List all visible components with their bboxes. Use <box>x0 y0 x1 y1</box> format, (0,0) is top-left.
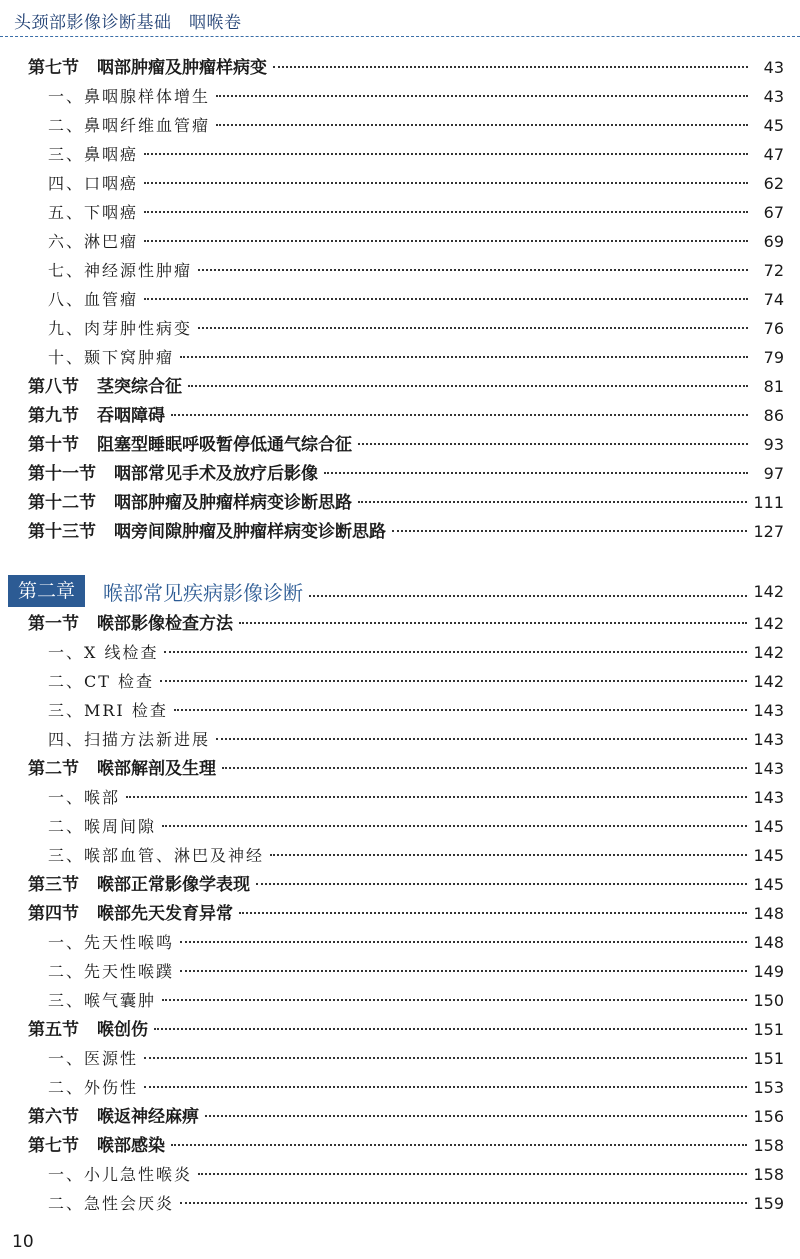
toc-entry-page: 79 <box>763 348 784 367</box>
toc-subsection-entry <box>48 82 784 111</box>
toc-entry-page: 43 <box>763 87 784 106</box>
toc-entry-page: 47 <box>763 145 784 164</box>
toc-subsection-entry <box>48 198 784 227</box>
toc-entry-title: 二、喉周间隙 <box>48 817 157 836</box>
toc-entry-label <box>48 140 138 169</box>
toc-entry-page: 151 <box>753 1049 784 1068</box>
toc-entry-page: 111 <box>753 493 784 512</box>
toc-subsection-entry <box>48 1044 784 1073</box>
toc-entry-page: 74 <box>763 290 784 309</box>
leader-dots <box>309 594 747 597</box>
leader-dots <box>222 766 747 769</box>
leader-dots <box>162 824 747 827</box>
leader-dots <box>154 1027 747 1030</box>
toc-subsection-entry <box>48 812 784 841</box>
chapter-title: 喉部常见疾病影像诊断 <box>103 580 304 605</box>
toc-entry-title: 八、血管瘤 <box>48 290 139 309</box>
leader-dots <box>273 65 748 68</box>
section-number: 第十节 <box>28 435 79 455</box>
toc-entry-title: 阻塞型睡眠呼吸暂停低通气综合征 <box>97 435 352 455</box>
toc-subsection-entry <box>48 111 784 140</box>
toc-entry-title: 二、急性会厌炎 <box>48 1194 175 1213</box>
leader-dots <box>162 998 747 1001</box>
section-number: 第四节 <box>28 904 79 924</box>
toc-entry-label <box>28 755 216 784</box>
toc-section-entry <box>28 401 784 430</box>
toc-subsection-entry <box>48 841 784 870</box>
toc-entry-page: 86 <box>763 406 784 425</box>
toc-entry-label <box>48 314 192 343</box>
toc-entry-label <box>28 373 182 402</box>
running-header <box>0 0 800 38</box>
toc-subsection-entry <box>48 140 784 169</box>
toc-entry-title: 四、口咽癌 <box>48 174 139 193</box>
toc-subsection-entry <box>48 256 784 285</box>
toc-entry-page: 76 <box>763 319 784 338</box>
toc-entry-page: 143 <box>753 730 784 749</box>
toc-entry-page: 62 <box>763 174 784 193</box>
leader-dots <box>180 969 747 972</box>
toc-subsection-entry <box>48 696 784 725</box>
toc-entry-title: 六、淋巴瘤 <box>48 232 139 251</box>
toc-entry-title: 二、外伤性 <box>48 1078 139 1097</box>
toc-section-entry <box>28 53 784 82</box>
toc-entry-label <box>48 667 154 696</box>
toc-entry-title: 七、神经源性肿瘤 <box>48 261 193 280</box>
toc-entry-label <box>48 82 210 111</box>
toc-subsection-entry <box>48 227 784 256</box>
toc-entry-title: 三、鼻咽癌 <box>48 145 139 164</box>
toc-entry-page: 69 <box>763 232 784 251</box>
toc-entry-page: 142 <box>753 643 784 662</box>
toc-entry-label <box>48 343 174 372</box>
leader-dots <box>126 795 747 798</box>
page-number: 10 <box>12 1232 34 1252</box>
section-number: 第五节 <box>28 1020 79 1040</box>
section-number: 第十一节 <box>28 464 96 484</box>
section-number: 第七节 <box>28 58 79 78</box>
toc-entry-label <box>28 460 318 489</box>
toc-entry-label <box>48 169 138 198</box>
toc-entry-page: 158 <box>753 1165 784 1184</box>
toc-entry-title: 二、先天性喉蹼 <box>48 962 175 981</box>
toc-entry-page: 145 <box>753 875 784 894</box>
toc-entry-page: 156 <box>753 1107 784 1126</box>
toc-entry-label <box>48 783 120 812</box>
toc-entry-title: 一、小儿急性喉炎 <box>48 1165 193 1184</box>
leader-dots <box>198 1172 747 1175</box>
toc-section-entry <box>28 899 784 928</box>
toc-subsection-entry <box>48 343 784 372</box>
leader-dots <box>270 853 747 856</box>
leader-dots <box>144 152 748 155</box>
leader-dots <box>239 911 747 914</box>
leader-dots <box>160 679 747 682</box>
toc-entry-label <box>48 957 174 986</box>
leader-dots <box>358 500 747 503</box>
leader-dots <box>256 882 747 885</box>
toc-entry-page: 142 <box>753 614 784 633</box>
toc-entry-title: 五、下咽癌 <box>48 203 139 222</box>
leader-dots <box>392 529 747 532</box>
toc-entry-page: 72 <box>763 261 784 280</box>
toc-subsection-entry <box>48 928 784 957</box>
toc-entry-page: 145 <box>753 817 784 836</box>
toc-entry-label <box>48 256 192 285</box>
leader-dots <box>144 239 748 242</box>
toc-entry-label <box>48 725 210 754</box>
toc-entry-title: 二、CT 检查 <box>48 672 155 691</box>
toc-subsection-entry <box>48 638 784 667</box>
toc-entry-title: 咽旁间隙肿瘤及肿瘤样病变诊断思路 <box>114 522 386 542</box>
header-title: 头颈部影像诊断基础 咽喉卷 <box>14 13 242 33</box>
toc-entry-page: 153 <box>753 1078 784 1097</box>
toc-entry-title: 喉返神经麻痹 <box>97 1107 199 1127</box>
toc-entry-title: 喉部正常影像学表现 <box>97 875 250 895</box>
toc-entry-page: 43 <box>763 58 784 77</box>
toc-subsection-entry <box>48 667 784 696</box>
leader-dots <box>171 1143 747 1146</box>
section-number: 第一节 <box>28 614 79 634</box>
toc-entry-title: 咽部肿瘤及肿瘤样病变 <box>97 58 267 78</box>
leader-dots <box>180 940 747 943</box>
toc-entry-title: 茎突综合征 <box>97 377 182 397</box>
toc-entry-page: 45 <box>763 116 784 135</box>
section-number: 第八节 <box>28 377 79 397</box>
toc-entry-title: 喉部解剖及生理 <box>97 759 216 779</box>
toc-entry-label <box>48 638 158 667</box>
toc-entry-title: 咽部肿瘤及肿瘤样病变诊断思路 <box>114 493 352 513</box>
toc-entry-label <box>48 1160 192 1189</box>
leader-dots <box>144 297 748 300</box>
toc-entry-label <box>28 610 233 639</box>
toc-entry-title: 一、鼻咽腺样体增生 <box>48 87 211 106</box>
toc-entry-label <box>48 1073 138 1102</box>
toc-entry-label <box>28 1132 165 1161</box>
section-number: 第二节 <box>28 759 79 779</box>
section-number: 第九节 <box>28 406 79 426</box>
toc-entry-label <box>28 518 386 547</box>
toc-entry-label <box>48 198 138 227</box>
leader-dots <box>171 413 748 416</box>
leader-dots <box>198 268 748 271</box>
toc-entry-label <box>28 402 165 431</box>
toc-entry-title: 吞咽障碍 <box>97 406 165 426</box>
section-number: 第六节 <box>28 1107 79 1127</box>
toc-subsection-entry <box>48 314 784 343</box>
toc-subsection-entry <box>48 169 784 198</box>
toc-entry-page: 150 <box>753 991 784 1010</box>
toc-section-entry <box>28 517 784 546</box>
leader-dots <box>239 621 747 624</box>
toc-section-entry <box>28 754 784 783</box>
toc-entry-page: 143 <box>753 759 784 778</box>
toc-subsection-entry <box>48 285 784 314</box>
toc-entry-page: 93 <box>763 435 784 454</box>
toc-entry-page: 149 <box>753 962 784 981</box>
toc-entry-label <box>28 871 250 900</box>
leader-dots <box>180 355 748 358</box>
toc-entry-title: 三、喉部血管、淋巴及神经 <box>48 846 265 865</box>
toc-entry-label <box>28 489 352 518</box>
toc-entry-title: 四、扫描方法新进展 <box>48 730 211 749</box>
toc-section-entry <box>28 459 784 488</box>
toc-subsection-entry <box>48 957 784 986</box>
toc-subsection-entry <box>48 725 784 754</box>
toc-entry-label <box>48 1189 174 1218</box>
leader-dots <box>216 94 748 97</box>
toc-section-entry <box>28 1015 784 1044</box>
toc-entry-label <box>48 986 156 1015</box>
toc-entry-page: 158 <box>753 1136 784 1155</box>
leader-dots <box>144 210 748 213</box>
leader-dots <box>324 471 748 474</box>
toc-entry-label <box>48 696 168 725</box>
toc-entry-page: 81 <box>763 377 784 396</box>
toc-entry-title: 十、颞下窝肿瘤 <box>48 348 175 367</box>
section-number: 第十二节 <box>28 493 96 513</box>
toc-subsection-entry <box>48 783 784 812</box>
toc-section-entry <box>28 488 784 517</box>
section-number: 第三节 <box>28 875 79 895</box>
toc-entry-label <box>28 1016 148 1045</box>
toc-entry-page: 97 <box>763 464 784 483</box>
toc-entry-title: 喉部先天发育异常 <box>97 904 233 924</box>
toc-subsection-entry <box>48 1189 784 1218</box>
leader-dots <box>216 737 747 740</box>
toc-section-entry <box>28 609 784 638</box>
toc-entry-page: 127 <box>753 522 784 541</box>
toc-entry-label <box>48 928 174 957</box>
toc-entry-label <box>48 227 138 256</box>
toc-entry-title: 喉部影像检查方法 <box>97 614 233 634</box>
chapter-badge: 第二章 <box>8 575 85 607</box>
toc-entry-title: 喉部感染 <box>97 1136 165 1156</box>
toc-section-entry <box>28 1131 784 1160</box>
toc-entry-page: 151 <box>753 1020 784 1039</box>
toc-entry-title: 二、鼻咽纤维血管瘤 <box>48 116 211 135</box>
toc-subsection-entry <box>48 1160 784 1189</box>
toc-entry-page: 143 <box>753 701 784 720</box>
leader-dots <box>180 1201 747 1204</box>
leader-dots <box>144 1085 747 1088</box>
leader-dots <box>205 1114 747 1117</box>
toc-entry-label <box>28 431 352 460</box>
toc-subsection-entry <box>48 986 784 1015</box>
toc-entry-page: 145 <box>753 846 784 865</box>
toc-entry-label <box>28 54 267 83</box>
toc-section-entry <box>28 1102 784 1131</box>
toc-entry-label <box>48 111 210 140</box>
toc-entry-title: 一、X 线检查 <box>48 643 159 662</box>
toc-entry-title: 一、喉部 <box>48 788 121 807</box>
leader-dots <box>164 650 747 653</box>
leader-dots <box>144 181 748 184</box>
toc-entry-label <box>48 841 264 870</box>
leader-dots <box>144 1056 747 1059</box>
toc-entry-title: 九、肉芽肿性病变 <box>48 319 193 338</box>
toc-entry-label <box>48 285 138 314</box>
toc-entry-page: 148 <box>753 933 784 952</box>
toc-section-entry <box>28 430 784 459</box>
leader-dots <box>188 384 748 387</box>
toc-entry-label <box>28 1103 199 1132</box>
chapter-page: 142 <box>753 581 784 601</box>
header-divider <box>0 36 800 38</box>
chapter-heading <box>8 574 784 608</box>
toc-section-entry <box>28 870 784 899</box>
toc-entry-title: 咽部常见手术及放疗后影像 <box>114 464 318 484</box>
toc-entry-title: 三、MRI 检查 <box>48 701 168 720</box>
toc-section-entry <box>28 372 784 401</box>
toc-entry-label <box>48 1044 138 1073</box>
toc-entry-title: 一、医源性 <box>48 1049 139 1068</box>
toc-entry-page: 67 <box>763 203 784 222</box>
toc-entry-page: 142 <box>753 672 784 691</box>
section-number: 第十三节 <box>28 522 96 542</box>
toc-entry-page: 159 <box>753 1194 784 1213</box>
leader-dots <box>216 123 748 126</box>
leader-dots <box>198 326 748 329</box>
toc-subsection-entry <box>48 1073 784 1102</box>
toc-entry-label <box>48 812 156 841</box>
toc-entry-page: 148 <box>753 904 784 923</box>
leader-dots <box>358 442 748 445</box>
toc-entry-title: 一、先天性喉鸣 <box>48 933 175 952</box>
toc-entry-title: 三、喉气囊肿 <box>48 991 157 1010</box>
toc-entry-title: 喉创伤 <box>97 1020 148 1040</box>
section-number: 第七节 <box>28 1136 79 1156</box>
leader-dots <box>174 708 748 711</box>
toc-entry-label <box>28 900 233 929</box>
toc-entry-page: 143 <box>753 788 784 807</box>
